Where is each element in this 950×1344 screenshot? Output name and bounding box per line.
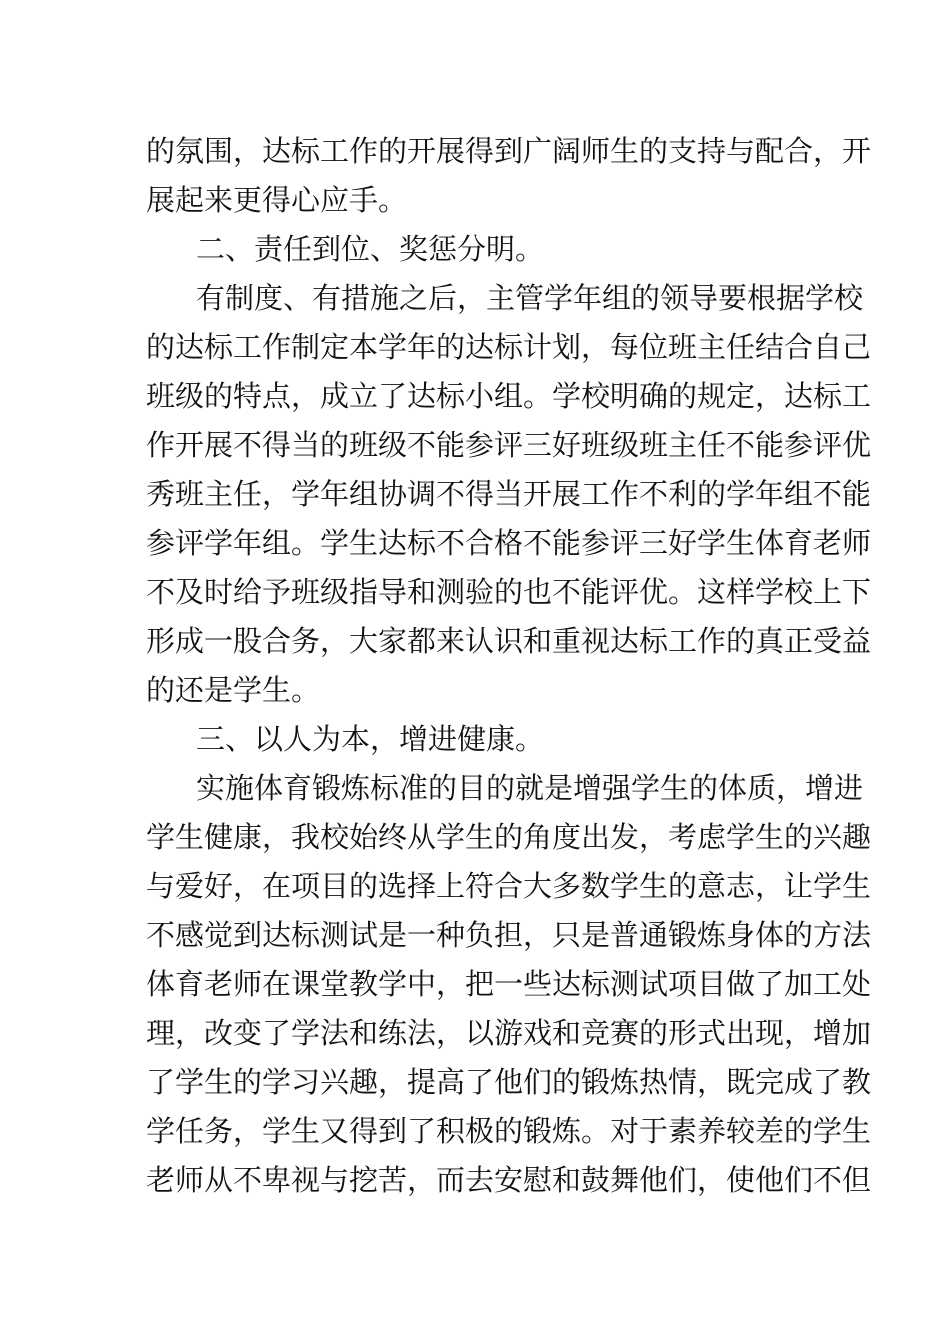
text-line: 班级的特点，成立了达标小组。学校明确的规定，达标工 bbox=[146, 379, 872, 413]
section-heading: 三、以人为本，增进健康。 bbox=[196, 722, 545, 756]
text-line: 实施体育锻炼标准的目的就是增强学生的体质，增进 bbox=[196, 771, 864, 805]
text-line: 秀班主任，学年组协调不得当开展工作不利的学年组不能 bbox=[146, 477, 872, 511]
text-line: 不及时给予班级指导和测验的也不能评优。这样学校上下 bbox=[146, 575, 872, 609]
text-line: 不感觉到达标测试是一种负担，只是普通锻炼身体的方法 bbox=[146, 918, 872, 952]
text-line: 形成一股合务，大家都来认识和重视达标工作的真正受益 bbox=[146, 624, 872, 658]
text-line: 理，改变了学法和练法，以游戏和竞赛的形式出现，增加 bbox=[146, 1016, 872, 1050]
text-line: 的氛围，达标工作的开展得到广阔师生的支持与配合，开 bbox=[146, 134, 872, 168]
text-line: 了学生的学习兴趣，提高了他们的锻炼热情，既完成了教 bbox=[146, 1065, 872, 1099]
text-line: 与爱好，在项目的选择上符合大多数学生的意志，让学生 bbox=[146, 869, 872, 903]
text-line: 参评学年组。学生达标不合格不能参评三好学生体育老师 bbox=[146, 526, 872, 560]
section-heading: 二、责任到位、奖惩分明。 bbox=[196, 232, 545, 266]
text-line: 老师从不卑视与挖苦，而去安慰和鼓舞他们，使他们不但 bbox=[146, 1163, 872, 1197]
text-line: 作开展不得当的班级不能参评三好班级班主任不能参评优 bbox=[146, 428, 872, 462]
text-line: 的还是学生。 bbox=[146, 673, 321, 707]
text-line: 学生健康，我校始终从学生的角度出发，考虑学生的兴趣 bbox=[146, 820, 872, 854]
text-line: 的达标工作制定本学年的达标计划，每位班主任结合自己 bbox=[146, 330, 872, 364]
text-line: 展起来更得心应手。 bbox=[146, 183, 408, 217]
text-line: 体育老师在课堂教学中，把一些达标测试项目做了加工处 bbox=[146, 967, 872, 1001]
text-line: 有制度、有措施之后，主管学年组的领导要根据学校 bbox=[196, 281, 864, 315]
text-line: 学任务，学生又得到了积极的锻炼。对于素养较差的学生 bbox=[146, 1114, 872, 1148]
